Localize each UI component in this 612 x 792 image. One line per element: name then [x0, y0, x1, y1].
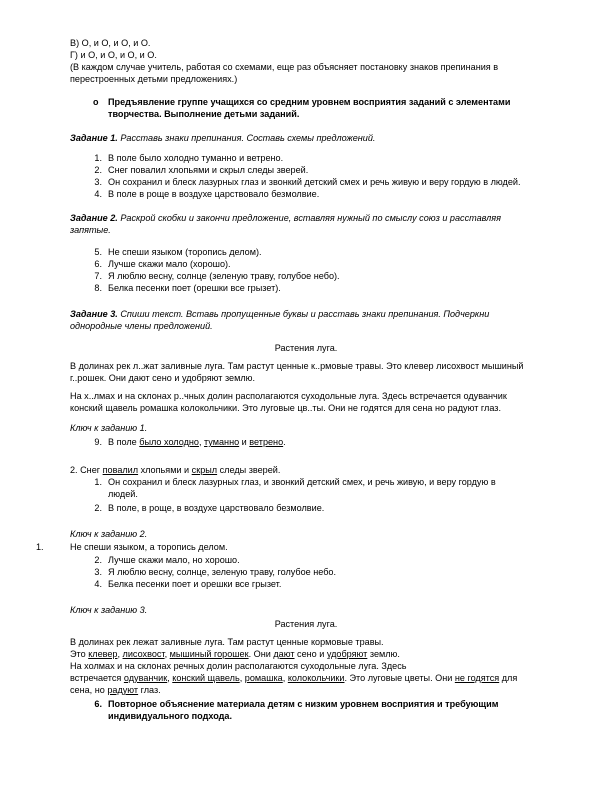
task1-label: Задание 1. — [70, 133, 118, 143]
key1-heading: Ключ к заданию 1. — [70, 423, 148, 433]
text-segment: и — [239, 437, 250, 447]
key3-line-1: В долинах рек лежат заливные луга. Там растут ценные кормовые травы. — [70, 637, 384, 647]
task2-item: Лучше скажи мало (хорошо). — [108, 259, 231, 269]
key2-heading: Ключ к заданию 2. — [70, 529, 148, 539]
text-segment: землю. — [367, 649, 400, 659]
task1-item-number: 3. — [94, 177, 102, 187]
task2-item: Белка песенки поет (орешки все грызет). — [108, 283, 281, 293]
task2-label: Задание 2. — [70, 213, 118, 223]
task3-heading — [70, 308, 489, 320]
task3-paragraph-1-line-1: В долинах рек л..жат заливные луга. Там растут ценные к..рмовые травы. Это клевер лисохвост мышиный — [70, 361, 524, 371]
underlined-word: было холодно — [139, 437, 199, 447]
text-segment: глаз. — [138, 685, 161, 695]
underlined-word: не годятся — [454, 673, 500, 683]
task2-item-number: 8. — [94, 283, 102, 293]
key1-item-number: 2. — [94, 503, 102, 513]
key1-item-line: людей. — [108, 489, 138, 499]
task1-item: В поле было холодно туманно и ветрено. — [108, 153, 284, 163]
task3-label: Задание 3. — [70, 309, 118, 319]
text-segment: хлопьями и — [138, 465, 192, 475]
key2-item-number: 3. — [94, 567, 102, 577]
underlined-word: дают — [273, 649, 295, 659]
task1-instruction: Расставь знаки препинания. Составь схемы предложений. — [117, 133, 376, 143]
key3-text-title: Растения луга. — [274, 619, 338, 629]
task1-heading — [70, 132, 375, 144]
underlined-word: удобряют — [326, 649, 368, 659]
key3-line-5 — [70, 684, 161, 696]
bullet-marker: o — [93, 97, 99, 107]
key1-sentence-2 — [70, 464, 280, 476]
text-segment: . — [283, 437, 286, 447]
key3-heading: Ключ к заданию 3. — [70, 605, 148, 615]
key2-item: Лучше скажи мало, но хорошо. — [108, 555, 240, 565]
text-segment: , — [282, 673, 288, 683]
text-segment: следы зверей. — [217, 465, 281, 475]
teacher-note-line-1: (В каждом случае учитель, работая со схемами, еще раз объясняет постановку знаков препинания в — [70, 62, 499, 72]
text-segment: 2. Снег — [70, 465, 103, 475]
task2-item-number: 7. — [94, 271, 102, 281]
text-segment: , — [198, 437, 205, 447]
task3-instruction-2: однородные члены предложений. — [70, 321, 213, 331]
key2-item-number: 2. — [94, 555, 102, 565]
key1-item-line: В поле, в роще, в воздухе царствовало безмолвие. — [108, 503, 325, 513]
text-segment: . Это луговые цветы. Они — [344, 673, 455, 683]
task3-instruction-1: Спиши текст. Вставь пропущенные буквы и расставь знаки препинания. Подчеркни — [117, 309, 490, 319]
task1-item: Он сохранил и блеск лазурных глаз и звонкий детский смех и речь живую и веру гордую в людей. — [108, 177, 521, 187]
variant-b-line: В) О, и О, и О, и О. — [70, 38, 151, 48]
section6-heading-line-2: индивидуального подхода. — [108, 711, 232, 721]
text-segment: сено и — [294, 649, 327, 659]
key1-item-number: 9. — [94, 437, 102, 447]
key1-item-9 — [108, 436, 286, 448]
underlined-word: ветрено — [249, 437, 284, 447]
variant-g-line: Г) и О, и О, и О, и О. — [70, 50, 157, 60]
key2-item: Не спеши языком, а торопись делом. — [70, 542, 228, 552]
underlined-word: клевер — [88, 649, 118, 659]
section-heading-line-2: творчества. Выполнение детьми заданий. — [108, 109, 300, 119]
task3-paragraph-2-line-2: конский щавель ромашка колокольчики. Это луговые цв..ты. Они не годятся для сена но радуют глаз. — [70, 403, 501, 413]
task3-paragraph-2-line-1: На х..лмах и на склонах р..чных долин располагаются суходольные луга. Здесь встречается одуванчик — [70, 391, 507, 401]
key3-line-2 — [70, 648, 400, 660]
text-segment: сена, но — [70, 685, 108, 695]
text-segment: , — [164, 649, 170, 659]
underlined-word: одуванчик — [123, 673, 168, 683]
key2-item: Я люблю весну, солнце, зеленую траву, голубое небо. — [108, 567, 337, 577]
underlined-word: конский щавель — [172, 673, 240, 683]
task2-heading — [70, 212, 501, 224]
underlined-word: туманно — [204, 437, 240, 447]
task1-item-number: 2. — [94, 165, 102, 175]
task1-item-number: 4. — [94, 189, 102, 199]
task2-instruction-2: запятые. — [70, 225, 111, 235]
section-heading-line-1: Предъявление группе учащихся со средним уровнем восприятия заданий с элементами — [108, 97, 511, 107]
text-segment: В поле — [108, 437, 140, 447]
task2-item-number: 6. — [94, 259, 102, 269]
task1-item: В поле в роще в воздухе царствовало безмолвие. — [108, 189, 320, 199]
key2-item-number: 1. — [36, 542, 44, 552]
task3-paragraph-1-line-2: г..рошек. Они дают сено и удобряют землю. — [70, 373, 255, 383]
task1-item-number: 1. — [94, 153, 102, 163]
underlined-word: мышиный горошек — [169, 649, 249, 659]
text-segment: , — [117, 649, 123, 659]
teacher-note-line-2: перестроенных детьми предложениях.) — [70, 74, 238, 84]
task1-item: Снег повалил хлопьями и скрыл следы зверей. — [108, 165, 309, 175]
text-segment: встречается — [70, 673, 124, 683]
key3-line-3: На холмах и на склонах речных долин располагаются суходольные луга. Здесь — [70, 661, 407, 671]
text-segment: для — [499, 673, 518, 683]
underlined-word: радуют — [107, 685, 139, 695]
task2-item: Я люблю весну, солнце (зеленую траву, голубое небо). — [108, 271, 340, 281]
underlined-word: скрыл — [191, 465, 218, 475]
text-segment: , — [167, 673, 173, 683]
underlined-word: повалил — [102, 465, 139, 475]
key1-item-line: Он сохранил и блеск лазурных глаз, и звонкий детский смех, и речь живую, и веру гордую в — [108, 477, 496, 487]
task2-item: Не спеши языком (торопись делом). — [108, 247, 262, 257]
underlined-word: лисохвост — [122, 649, 165, 659]
key1-item-number: 1. — [94, 477, 102, 487]
task2-instruction-1: Раскрой скобки и закончи предложение, вставляя нужный по смыслу союз и расставляя — [117, 213, 501, 223]
key2-item: Белка песенки поет и орешки все грызет. — [108, 579, 282, 589]
underlined-word: колокольчики — [287, 673, 345, 683]
section6-number: 6. — [94, 699, 102, 709]
key2-item-number: 4. — [94, 579, 102, 589]
task3-text-title: Растения луга. — [274, 343, 338, 353]
key3-line-4 — [70, 672, 517, 684]
task2-item-number: 5. — [94, 247, 102, 257]
text-segment: . Они — [248, 649, 274, 659]
text-segment: Это — [70, 649, 89, 659]
section6-heading-line-1: Повторное объяснение материала детям с низким уровнем восприятия и требующим — [108, 699, 499, 709]
underlined-word: ромашка — [244, 673, 283, 683]
text-segment: , — [239, 673, 245, 683]
